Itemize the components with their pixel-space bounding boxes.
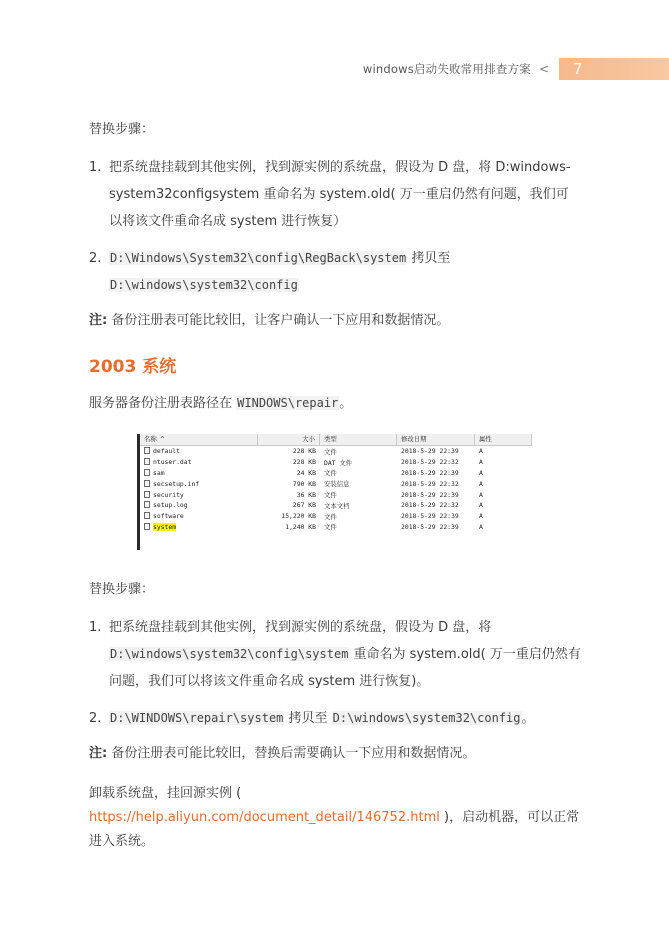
cell: 2018-5-29 22:39 — [401, 468, 459, 477]
cell: 1,240 KB — [285, 522, 316, 531]
section-intro: 服务器备份注册表路径在 WINDOWS\repair。 — [89, 396, 353, 411]
file-name-cell — [140, 501, 258, 509]
path-code: WINDOWS\repair — [237, 396, 339, 410]
cell: 36 KB — [296, 490, 316, 499]
file-icon — [144, 469, 150, 476]
file-name-cell — [140, 512, 258, 520]
list-number: 1. — [89, 160, 102, 175]
cell: 2018-5-29 22:39 — [401, 490, 459, 499]
cell: A — [479, 490, 483, 499]
main-content — [89, 118, 581, 854]
cell: DAT 文件 — [324, 458, 353, 467]
cell: 2018-5-29 22:39 — [401, 447, 459, 456]
note-label: 注: — [89, 746, 108, 761]
cell: A — [479, 447, 483, 456]
header-title: windows启动失败常用排查方案 — [362, 62, 531, 76]
file-name: ntuser.dat — [153, 458, 192, 467]
cell: 文本文档 — [324, 501, 350, 510]
table-row — [140, 468, 532, 479]
cell: A — [479, 501, 483, 510]
file-icon — [144, 480, 150, 487]
column-header: 类型 — [320, 434, 397, 445]
file-icon — [144, 512, 150, 519]
list-item — [89, 614, 581, 695]
list-text: 把系统盘挂载到其他实例，找到源实例的系统盘，假设为 D 盘，将 D:windows-system32configsystem 重命名为 system.old( 万一重启仍然有问题，我们可以将该文件重命名成 system 进行恢复） — [109, 160, 571, 229]
note — [89, 309, 581, 333]
file-name-cell — [140, 469, 258, 477]
file-icon — [144, 458, 150, 465]
column-header: 修改日期 — [397, 434, 475, 445]
path-code: D:\windows\system32\config — [332, 711, 521, 725]
note-text: 备份注册表可能比较旧，让客户确认一下应用和数据情况。 — [107, 313, 450, 328]
path-code: D:\windows\system32\config — [110, 278, 298, 292]
cell: A — [479, 479, 483, 488]
closing-paragraph: 卸载系统盘，挂回源实例 ( https://help.aliyun.com/document_detail/146752.html )，启动机器，可以正常进入系统。 — [89, 786, 580, 849]
file-name: security — [153, 490, 184, 499]
cell: 文件 — [324, 447, 337, 456]
cell: 15,220 KB — [281, 512, 316, 521]
list-number: 2. — [89, 251, 102, 266]
file-icon — [144, 523, 150, 530]
file-icon — [144, 447, 150, 454]
list-text: 把系统盘挂载到其他实例，找到源实例的系统盘，假设为 D 盘，将 — [109, 620, 492, 635]
file-name: sam — [153, 468, 165, 477]
path-code: D:\windows\system32\config\system — [110, 647, 349, 661]
page-header — [363, 58, 669, 80]
header-separator: < — [538, 62, 549, 76]
file-name-cell — [140, 523, 258, 531]
explorer-header — [140, 434, 532, 446]
file-name-cell — [140, 491, 258, 499]
section-title: 2003 系统 — [89, 357, 177, 377]
table-row — [140, 511, 532, 522]
cell: 2018-5-29 22:39 — [401, 522, 459, 531]
cell: 文件 — [324, 512, 337, 521]
list-text: 拷贝至 — [407, 251, 451, 266]
note-text: 备份注册表可能比较旧，替换后需要确认一下应用和数据情况。 — [107, 746, 476, 761]
file-name-cell — [140, 480, 258, 488]
section-heading: 替换步骤： — [89, 582, 155, 597]
table-row — [140, 500, 532, 511]
file-name: default — [153, 447, 180, 456]
file-name: setup.log — [153, 501, 188, 510]
list-item — [89, 245, 581, 299]
cell: 文件 — [324, 491, 337, 500]
note — [89, 742, 581, 766]
cell: 267 KB — [292, 501, 316, 510]
table-row — [140, 446, 532, 457]
cell: 2018-5-29 22:39 — [401, 512, 459, 521]
cell: A — [479, 512, 483, 521]
cell: 文件 — [324, 469, 337, 478]
column-header: 大小 — [258, 434, 320, 445]
cell: A — [479, 468, 483, 477]
cell: A — [479, 522, 483, 531]
file-name: secsetup.inf — [153, 479, 200, 488]
cell: A — [479, 458, 483, 467]
file-icon — [144, 491, 150, 498]
file-name-cell — [140, 458, 258, 466]
cell: 文件 — [324, 523, 337, 532]
file-name: system — [153, 522, 177, 531]
file-name: software — [153, 512, 184, 521]
table-row — [140, 489, 532, 500]
cell: 24 KB — [296, 468, 316, 477]
column-header: 名称 ^ — [140, 434, 258, 445]
table-row — [140, 522, 532, 533]
page-number: 7 — [559, 58, 669, 80]
cell: 228 KB — [292, 447, 316, 456]
explorer-screenshot — [137, 434, 532, 550]
path-code: D:\Windows\System32\config\RegBack\system — [110, 251, 407, 265]
explorer-rows — [140, 446, 532, 532]
table-row — [140, 478, 532, 489]
cell: 228 KB — [292, 458, 316, 467]
list-item — [89, 154, 581, 235]
list-text: 拷贝至 — [284, 711, 332, 726]
section-heading: 替换步骤： — [89, 122, 155, 137]
help-link[interactable]: https://help.aliyun.com/document_detail/146752.html — [89, 810, 440, 825]
cell: 790 KB — [292, 479, 316, 488]
table-row — [140, 457, 532, 468]
column-header: 属性 — [475, 434, 532, 445]
cell: 安装信息 — [324, 480, 350, 489]
path-code: D:\WINDOWS\repair\system — [110, 711, 284, 725]
cell: 2018-5-29 22:32 — [401, 501, 459, 510]
list-number: 1. — [89, 620, 102, 635]
list-item: 2. D:\WINDOWS\repair\system 拷贝至 D:\windows\system32\config。 — [89, 705, 581, 732]
cell: 2018-5-29 22:32 — [401, 458, 459, 467]
list-text: 重命名为 system.old( 万一重启仍然有问题，我们可以将该文件重命名成 system 进行恢复)。 — [109, 647, 581, 689]
cell: 2018-5-29 22:32 — [401, 479, 459, 488]
file-name-cell — [140, 447, 258, 455]
note-label: 注: — [89, 313, 108, 328]
list-number: 2. — [89, 711, 102, 726]
file-icon — [144, 501, 150, 508]
